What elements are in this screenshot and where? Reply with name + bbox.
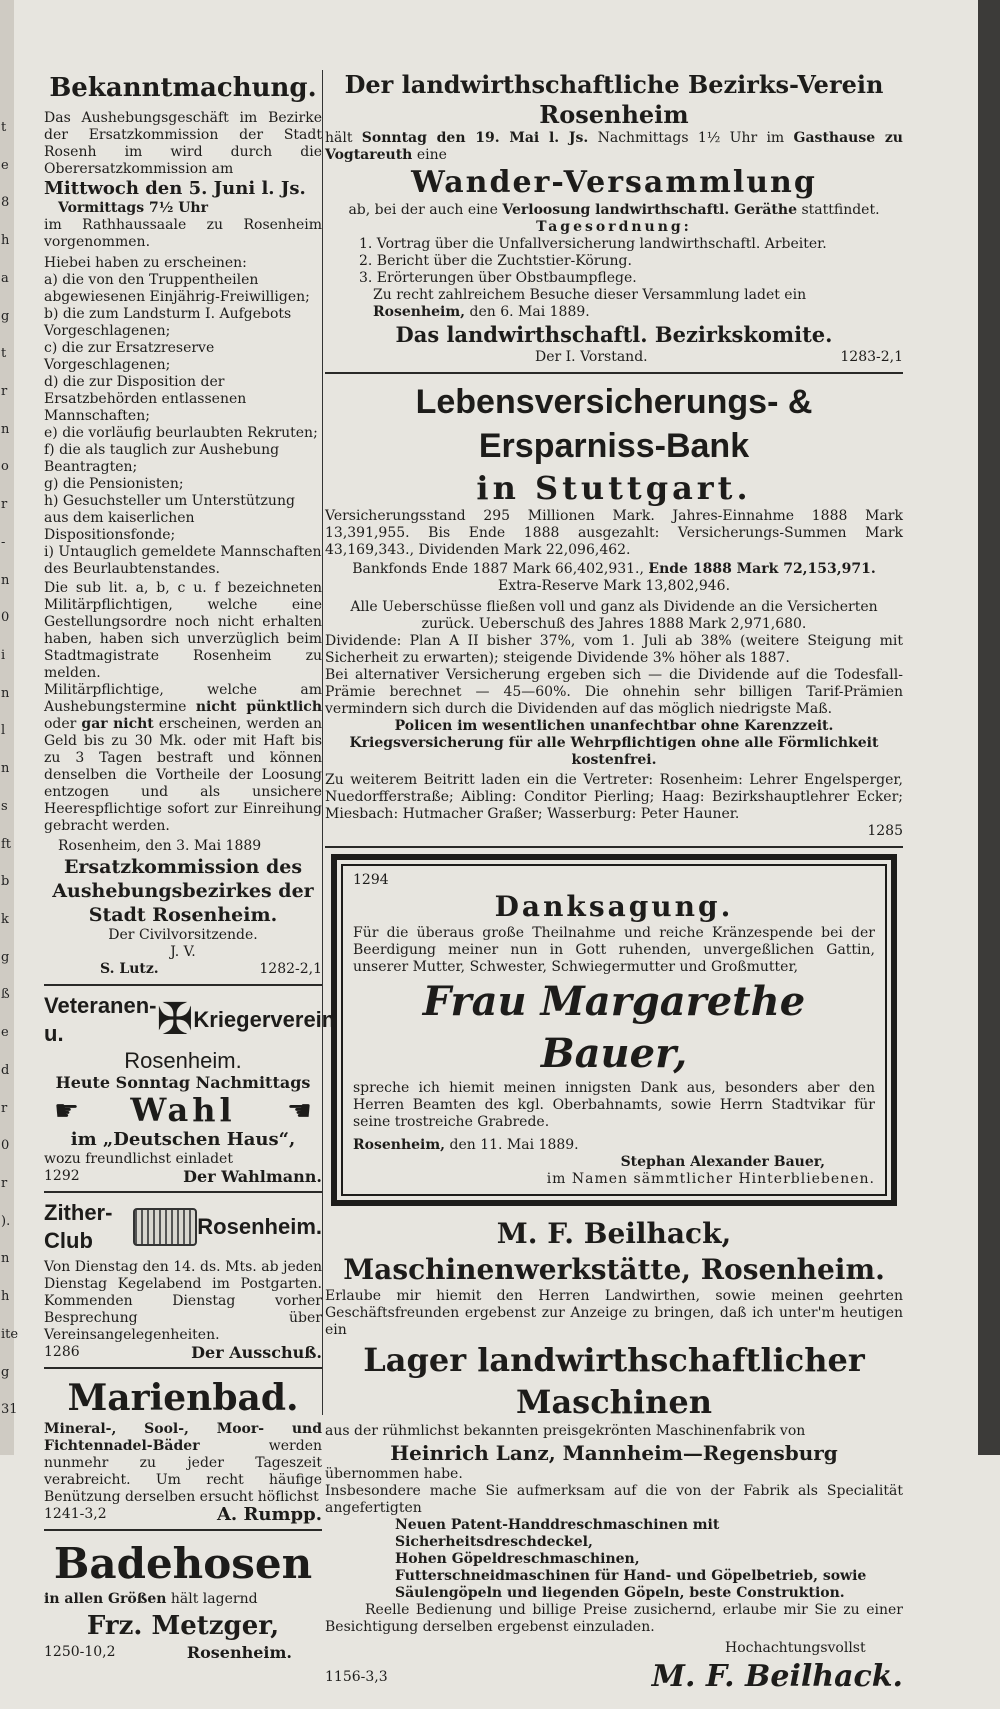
edge-fragment: g [1, 308, 10, 324]
bank-p2 [325, 561, 903, 595]
beilhack-closing: Hochachtungsvollst [725, 1640, 866, 1656]
bank-title: Lebensversicherungs- & Ersparniss-Bank [415, 383, 813, 465]
danksagung-sig2: im Namen sämmtlicher Hinterbliebenen. [546, 1171, 875, 1187]
bank-num: 1285 [867, 823, 903, 839]
danksagung-place-bold: Rosenheim, [353, 1137, 446, 1153]
product-item: Säulengöpeln und liegenden Göpeln, beste Construktion. [395, 1585, 845, 1601]
edge-fragment: e [1, 1025, 9, 1041]
edge-fragment: 0 [1, 1138, 10, 1154]
verein-line1-date: Sonntag den 19. Mai l. Js. [361, 130, 589, 146]
edge-fragment: n [1, 572, 10, 588]
veteranen-city: Rosenheim. [124, 1048, 242, 1073]
danksagung-num: 1294 [353, 872, 389, 888]
danksagung-place-date: den 11. Mai 1889. [449, 1137, 579, 1153]
right-column [325, 70, 903, 1709]
badehosen-title: Badehosen [53, 1539, 313, 1588]
left-edge-fragments [0, 0, 19, 1455]
badehosen-city: Rosenheim. [186, 1643, 292, 1662]
bekanntmachung-sig-deputy: J. V. [170, 944, 196, 960]
veteranen-invite: wozu freundlichst einladet [44, 1151, 233, 1167]
edge-fragment: ft [1, 836, 12, 852]
danksagung-title: Danksagung. [494, 890, 734, 923]
edge-fragment: n [1, 1251, 10, 1267]
veteranen-name-left: Veteranen- u. [44, 993, 157, 1046]
para2-bold2: gar nicht [81, 716, 154, 732]
beilhack-text1: Erlaube mir hiemit den Herren Landwirthen, sowie meinen geehrten Geschäftsfreunden ergebenst zur Anzeige zu bringen, daß ich unter'm heutigen ein [325, 1288, 903, 1338]
para2-end: erscheinen, werden an Geld bis zu 30 Mk. oder mit Haft bis zu 3 Tagen bestraft und können denselben die Vortheile der Loosung entzogen und als unsichere Heerespflichtige sofort zur Einreihung gebracht werden. [44, 716, 322, 834]
marienbad-text-bold: Mineral-, Sool-, Moor- und Fichtennadel-Bäder [44, 1421, 322, 1454]
para2-bold1: nicht pünktlich [195, 699, 322, 715]
edge-fragment: l [1, 723, 6, 739]
veteranen-wahl: Wahl [130, 1091, 236, 1129]
bekanntmachung-sig-name: S. Lutz. [100, 961, 159, 977]
edge-fragment: s [1, 798, 8, 814]
bekanntmachung-para1: Die sub lit. a, b, c u. f bezeichneten Militärpflichtigen, welche eine Gestellungsordre noch nicht erhalten haben, haben sich unverzüglich beim Stadtmagistrate Rosenheim zu melden. [44, 580, 322, 681]
edge-fragment: 0 [1, 610, 10, 626]
list-item: h) Gesuchsteller um Unterstützung aus dem kaiserlichen Dispositionsfonde; [44, 493, 295, 543]
badehosen-num: 1250-10,2 [44, 1644, 116, 1660]
ad-zither-club [44, 1199, 322, 1369]
agenda-item: 1. Vortrag über die Unfallversicherung landwirthschaftl. Arbeiter. [359, 236, 827, 252]
bank-p6: Policen im wesentlichen unanfechtbar ohne Karenzzeit. [394, 718, 834, 734]
edge-fragment: d [1, 1062, 10, 1078]
bekanntmachung-place: im Rathhaussaale zu Rosenheim vorgenommen. [44, 217, 322, 250]
edge-fragment: k [1, 912, 9, 927]
verein-num: 1283-2,1 [840, 349, 903, 365]
list-item: e) die vorläufig beurlaubten Rekruten; [44, 425, 318, 441]
list-item: g) die Pensionisten; [44, 476, 184, 492]
zither-text: Von Dienstag den 14. ds. Mts. ab jeden Dienstag Kegelabend im Postgarten. Kommenden Dienstag vorher Besprechung über Vereinsangelegenheiten. [44, 1259, 322, 1343]
edge-fragment: ß [1, 987, 10, 1003]
edge-fragment: r [1, 497, 8, 513]
column-divider [322, 70, 323, 1415]
edge-fragment: h [1, 233, 10, 249]
pointing-hand-right-icon: ☛ [54, 1093, 80, 1127]
edge-fragment: ite [1, 1326, 19, 1342]
ad-bezirks-verein [325, 70, 903, 374]
beilhack-text3: übernommen habe. [325, 1466, 463, 1482]
pointing-hand-left-icon: ☚ [286, 1093, 312, 1127]
verein-title: Der landwirthschaftliche Bezirks-Verein Rosenheim [344, 70, 884, 129]
ad-marienbad [44, 1375, 322, 1531]
edge-fragment: b [1, 874, 10, 890]
marienbad-text [44, 1421, 322, 1506]
edge-fragment: 8 [1, 195, 10, 211]
edge-fragment: i [1, 648, 6, 663]
product-item: Futterschneidmaschinen für Hand- und Göpelbetrieb, sowie [395, 1568, 867, 1584]
edge-fragment: t [1, 346, 7, 362]
verein-place-bold: Rosenheim, [373, 304, 466, 320]
marienbad-sig: A. Rumpp. [216, 1504, 322, 1525]
veteranen-name-right: Kriegerverein [193, 1007, 336, 1032]
edge-fragment: h [1, 1289, 10, 1305]
bekanntmachung-sig-num: 1282-2,1 [259, 961, 322, 977]
product-item: Neuen Patent-Handdreschmaschinen mit Sicherheitsdreschdeckel, [395, 1517, 720, 1550]
beilhack-lager: Lager landwirthschaftlicher Maschinen [363, 1341, 865, 1421]
marienbad-num: 1241-3,2 [44, 1506, 107, 1522]
verein-line1 [325, 130, 903, 164]
bank-p8: Zu weiterem Beitritt laden ein die Vertreter: Rosenheim: Lehrer Engelsperger, Nuedorfferstraße; Aibling: Conditor Pierling; Haag: Bezirkshauptlehrer Ecker; Miesbach: Hutmacher Graßer; Wasserburg: Peter Hauner. [325, 772, 903, 822]
verein-line2-bold: Verloosung landwirthschaftl. Geräthe [502, 202, 797, 218]
verein-line1-pre: hält [325, 130, 353, 146]
badehosen-name: Frz. Metzger, [86, 1611, 280, 1641]
beilhack-lanz: Heinrich Lanz, Mannheim—Regensburg [390, 1441, 838, 1465]
verein-agenda-title: Tagesordnung: [536, 219, 692, 235]
edge-fragment: o [1, 459, 9, 475]
verein-line1-mid: Nachmittags 1½ Uhr im [597, 130, 785, 146]
edge-fragment: - [1, 534, 6, 550]
verein-place-date: den 6. Mai 1889. [469, 304, 590, 320]
list-item: i) Untauglich gemeldete Mannschaften des Beurlaubtenstandes. [44, 544, 322, 577]
danksagung-text1: Für die überaus große Theilnahme und reiche Kränzespende bei der Beerdigung meiner nun in Gott ruhenden, unvergeßlichen Gattin, unserer Mutter, Schwester, Schwiegermutter und Großmutter, [353, 925, 875, 975]
bank-p2-start: Bankfonds Ende 1887 Mark 66,402,931., [352, 561, 644, 577]
para2-start: Militärpflichtige, welche am Aushebungstermine [44, 682, 322, 715]
verein-line2-pre: ab, bei der auch eine [348, 202, 498, 218]
bekanntmachung-sig-place: Rosenheim, den 3. Mai 1889 [58, 838, 262, 854]
ad-danksagung [331, 854, 897, 1206]
edge-fragment: a [1, 270, 9, 286]
bekanntmachung-date: Mittwoch den 5. Juni l. Js. [44, 178, 306, 199]
verein-agenda [325, 236, 903, 287]
agenda-item: 3. Erörterungen über Obstbaumpflege. [359, 270, 637, 286]
edge-fragment: r [1, 1176, 8, 1191]
bank-p2-end: Extra-Reserve Mark 13,802,946. [497, 578, 731, 594]
zither-sig: Der Ausschuß. [191, 1343, 322, 1362]
verein-line1-place: Gasthause zu Vogtareuth [325, 130, 903, 163]
veteranen-place: im „Deutschen Haus“, [70, 1129, 296, 1150]
zither-name-left: Zither-Club [44, 1200, 113, 1253]
edge-fragment: r [1, 1100, 8, 1116]
veteranen-num: 1292 [44, 1168, 80, 1184]
edge-fragment: t [1, 120, 7, 135]
beilhack-signature: M. F. Beilhack. [651, 1659, 903, 1694]
edge-fragment: n [1, 421, 10, 437]
bekanntmachung-title: Bekanntmachung. [49, 73, 317, 103]
verein-committee: Das landwirthschaftl. Bezirkskomite. [395, 322, 833, 347]
danksagung-place [353, 1137, 875, 1154]
marienbad-text-rest: werden nunmehr zu jeder Tageszeit verabreicht. Um recht häufige Benützung derselben ersucht höflichst [44, 1438, 322, 1505]
bekanntmachung-para2 [44, 682, 322, 835]
beilhack-title: M. F. Beilhack, Maschinenwerkstätte, Rosenheim. [343, 1217, 885, 1286]
bank-p2-bold: Ende 1888 Mark 72,153,971. [648, 561, 876, 577]
beilhack-text2: aus der rühmlichst bekannten preisgekrönten Maschinenfabrik von [325, 1423, 806, 1439]
zither-name-right: Rosenheim. [197, 1214, 322, 1239]
danksagung-name: Frau Margarethe Bauer, [422, 978, 806, 1077]
bank-p5: Bei alternativer Versicherung ergeben sich — die Dividende auf die Todesfall-Prämie berechnet — 45—60%. Die ohnehin sehr billigen Tarif-Prämien vermindern sich durch die Dividenden auf das möglich niedrigste Maß. [325, 667, 903, 717]
beilhack-products [325, 1517, 903, 1602]
danksagung-sig: Stephan Alexander Bauer, [620, 1154, 825, 1170]
edge-fragment: n [1, 685, 10, 701]
edge-fragment: g [1, 1364, 10, 1380]
verein-chair: Der I. Vorstand. [535, 349, 648, 365]
beilhack-text4: Insbesondere mache Sie aufmerksam auf die von der Fabrik als Specialität angefertigten [325, 1483, 903, 1516]
iron-cross-icon: ✠ [156, 994, 194, 1045]
badehosen-line1-bold: in allen Größen [44, 1591, 167, 1607]
bank-p4: Dividende: Plan A II bisher 37%, vom 1. Juli ab 38% (weitere Steigung mit Sicherheit zu erwarten); steigende Dividende 3% höher als 1887. [325, 633, 903, 666]
bank-p3: Alle Ueberschüsse fließen voll und ganz als Dividende an die Versicherten zurück. Ueberschuß des Jahres 1888 Mark 2,971,680. [350, 599, 878, 632]
bekanntmachung-sig-org: Ersatzkommission des Aushebungsbezirkes der Stadt Rosenheim. [52, 856, 314, 926]
verein-line2-end: stattfindet. [801, 202, 880, 218]
ad-beilhack [325, 1216, 903, 1703]
ad-veteranen [44, 992, 336, 1193]
list-item: a) die von den Truppentheilen abgewiesenen Einjährig-Freiwilligen; [44, 272, 310, 305]
bekanntmachung-sig-role: Der Civilvorsitzende. [108, 927, 258, 943]
veteranen-sig: Der Wahlmann. [183, 1167, 322, 1186]
bank-p1: Versicherungsstand 295 Millionen Mark. Jahres-Einnahme 1888 Mark 13,391,955. Bis Ende 1888 ausgezahlt: Versicherungs-Summen Mark 43,169,343., Dividenden Mark 22,096,462. [325, 508, 903, 558]
beilhack-text5: Reelle Bedienung und billige Preise zusichernd, erlaube mir Sie zu einer Besichtigung derselben ergebenst einzuladen. [325, 1602, 903, 1635]
ad-bank [325, 380, 903, 848]
edge-fragment: ). [1, 1213, 11, 1229]
edge-fragment: n [1, 761, 10, 777]
zither-icon [133, 1208, 198, 1246]
para2-mid: oder [44, 716, 77, 732]
verein-line1-end: eine [416, 147, 447, 163]
verein-line2 [325, 202, 903, 219]
agenda-item: 2. Bericht über die Zuchtstier-Körung. [359, 253, 632, 269]
danksagung-text2: spreche ich hiemit meinen innigsten Dank aus, besonders aber den Herren Beamten des kgl. Oberbahnamts, sowie Herrn Stadtvikar für seine trostreiche Grabrede. [353, 1080, 875, 1130]
badehosen-line1 [44, 1591, 322, 1608]
bekanntmachung-time: Vormittags 7½ Uhr [58, 200, 208, 216]
verein-headline: Wander-Versammlung [411, 165, 817, 200]
bank-city: in Stuttgart. [476, 469, 752, 507]
right-page-edge [978, 0, 1000, 1455]
verein-invite: Zu recht zahlreichem Besuche dieser Versammlung ladet ein [373, 287, 807, 303]
list-item: b) die zum Landsturm I. Aufgebots Vorgeschlagenen; [44, 306, 292, 339]
bekanntmachung-hiebei: Hiebei haben zu erscheinen: [44, 255, 247, 271]
bekanntmachung-intro: Das Aushebungsgeschäft im Bezirke der Ersatzkommission der Stadt Rosenh im wird durch die Oberersatzkommission am [44, 110, 322, 177]
verein-place [325, 304, 903, 321]
ad-bekanntmachung [44, 72, 322, 986]
edge-fragment: 31 [1, 1402, 18, 1418]
badehosen-line1-rest: hält lagernd [170, 1591, 258, 1607]
edge-fragment: e [1, 157, 9, 173]
list-item: c) die zur Ersatzreserve Vorgeschlagenen; [44, 340, 215, 373]
zither-num: 1286 [44, 1344, 80, 1360]
left-column [44, 70, 336, 1673]
edge-fragment: r [1, 384, 8, 399]
marienbad-title: Marienbad. [67, 1377, 299, 1419]
product-item: Hohen Göpeldreschmaschinen, [395, 1551, 640, 1567]
edge-fragment: g [1, 949, 10, 965]
bank-p7: Kriegsversicherung für alle Wehrpflichtigen ohne alle Förmlichkeit kostenfrei. [349, 735, 879, 768]
bekanntmachung-list [44, 272, 322, 578]
ad-badehosen [44, 1537, 322, 1667]
list-item: d) die zur Disposition der Ersatzbehörden entlassenen Mannschaften; [44, 374, 247, 424]
list-item: f) die als tauglich zur Aushebung Beantragten; [44, 442, 280, 475]
veteranen-line1: Heute Sonntag Nachmittags [55, 1073, 311, 1092]
beilhack-num: 1156-3,3 [325, 1668, 388, 1685]
